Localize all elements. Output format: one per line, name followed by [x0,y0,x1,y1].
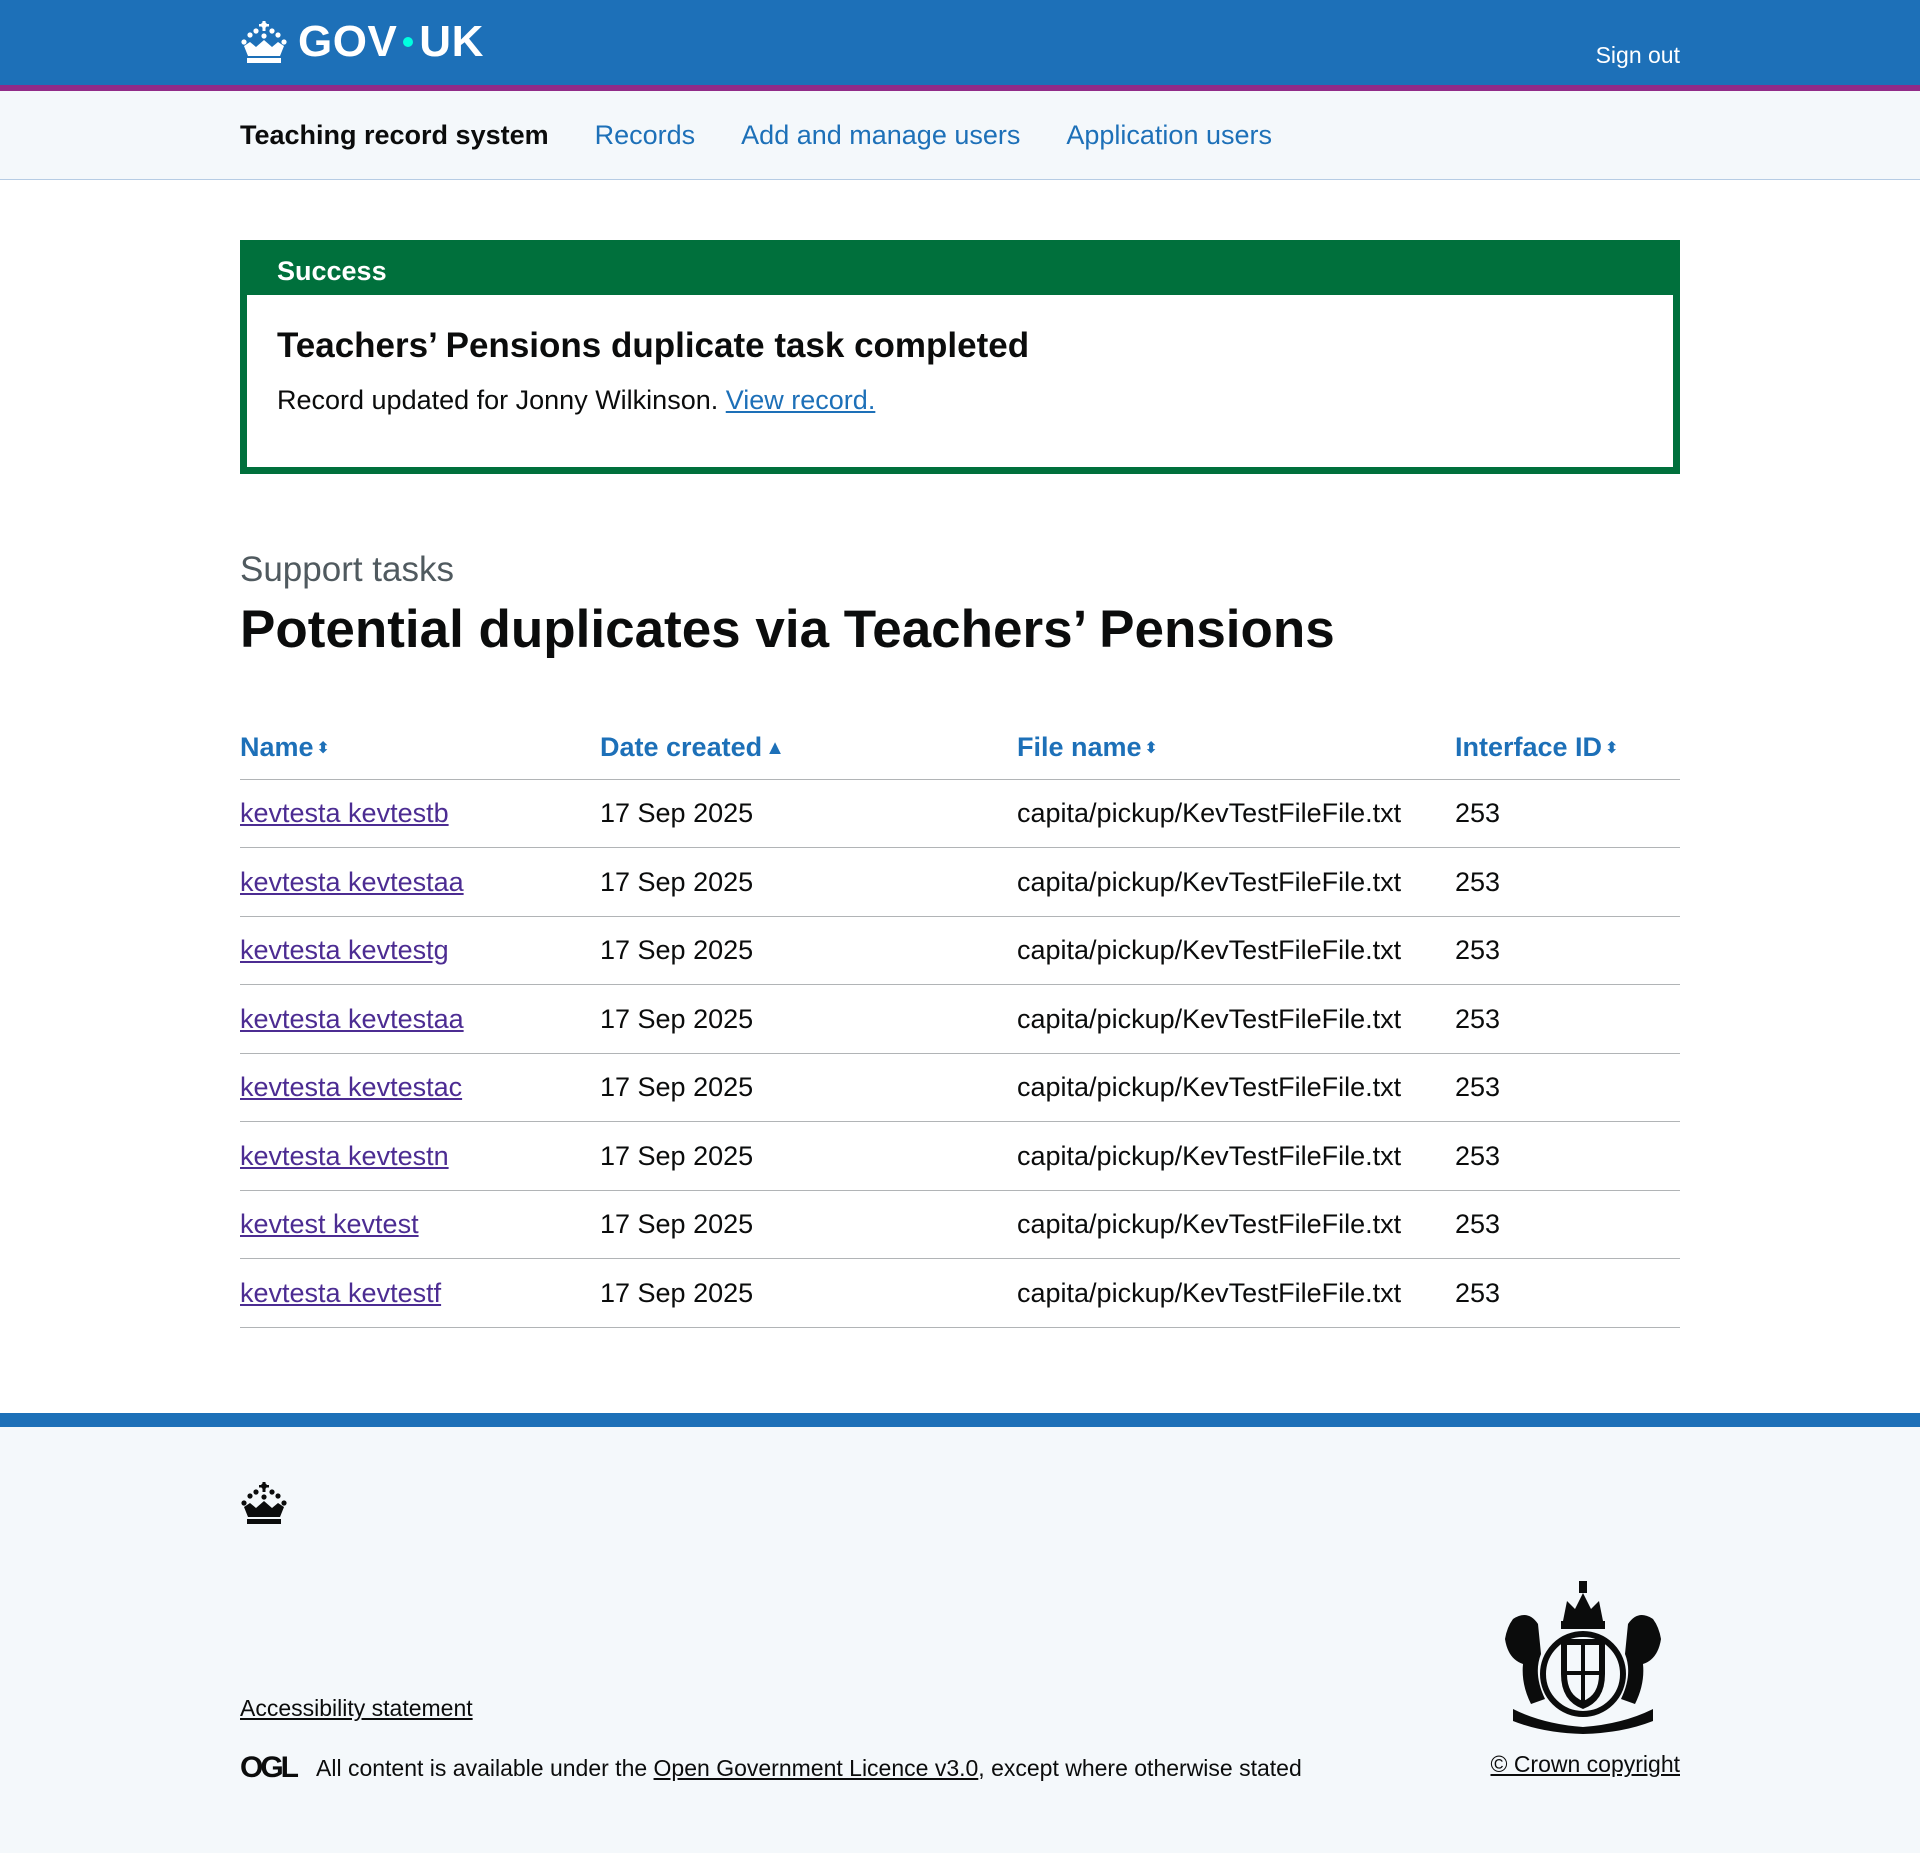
page-title: Potential duplicates via Teachers’ Pensions [240,600,1335,659]
interface-id-cell: 253 [1455,985,1680,1054]
crown-icon [240,20,288,64]
sort-by-date-created-button[interactable] [600,732,785,762]
interface-id-cell: 253 [1455,848,1680,917]
date-created-cell: 17 Sep 2025 [600,916,1017,985]
licence-info [240,1751,1302,1785]
sort-by-name-button[interactable] [240,732,330,762]
header-label: Interface ID [1455,731,1603,762]
sort-icon: ⬍ [1605,739,1619,757]
crown-copyright-link[interactable]: © Crown copyright [1490,1751,1680,1777]
ogl-logo: OGL [240,1751,296,1784]
table-row [240,779,1680,848]
sort-by-interface-id-button[interactable] [1455,732,1618,762]
banner-title: Success [277,256,387,286]
column-header-interface-id [1455,715,1680,779]
nav-link-application-users[interactable]: Application users [1066,119,1272,150]
date-created-cell: 17 Sep 2025 [600,1053,1017,1122]
task-name-link[interactable]: kevtesta kevtestf [240,1277,442,1308]
table-row [240,1190,1680,1259]
open-government-licence-link[interactable]: Open Government Licence v3.0 [653,1754,979,1781]
nav-link-add-manage-users[interactable]: Add and manage users [741,119,1021,150]
task-name-link[interactable]: kevtesta kevtestac [240,1072,463,1103]
date-created-cell: 17 Sep 2025 [600,1259,1017,1328]
view-record-link[interactable]: View record. [725,385,876,415]
logo-text-uk: UK [419,17,484,66]
table-row [240,1122,1680,1191]
file-name-cell: capita/pickup/KevTestFileFile.txt [1017,779,1455,848]
logo-text-gov: GOV [298,17,398,66]
sort-ascending-icon: ▲ [765,736,785,759]
task-name-link[interactable]: kevtesta kevtestg [240,935,449,966]
header-label: Date created [600,731,763,762]
file-name-cell: capita/pickup/KevTestFileFile.txt [1017,1053,1455,1122]
main-content [240,240,1680,1328]
success-notification-banner [240,240,1680,474]
file-name-cell: capita/pickup/KevTestFileFile.txt [1017,1122,1455,1191]
banner-message: Record updated for Jonny Wilkinson. [277,385,719,415]
interface-id-cell: 253 [1455,1122,1680,1191]
interface-id-cell: 253 [1455,1053,1680,1122]
footer-crown-icon [240,1481,288,1525]
file-name-cell: capita/pickup/KevTestFileFile.txt [1017,1259,1455,1328]
interface-id-cell: 253 [1455,1259,1680,1328]
date-created-cell: 17 Sep 2025 [600,848,1017,917]
royal-coat-of-arms-icon [1493,1579,1673,1734]
sort-icon: ⬍ [316,739,330,757]
task-name-link[interactable]: kevtesta kevtestaa [240,866,464,897]
header-label: File name [1017,731,1142,762]
nav-link-records[interactable]: Records [594,119,696,150]
govuk-header [0,0,1920,91]
date-created-cell: 17 Sep 2025 [600,1190,1017,1259]
header-label: Name [240,731,314,762]
task-name-link[interactable]: kevtest kevtest [240,1209,419,1240]
table-row [240,916,1680,985]
govuk-footer [0,1413,1920,1853]
service-name: Teaching record system [240,119,549,150]
table-row [240,848,1680,917]
file-name-cell: capita/pickup/KevTestFileFile.txt [1017,985,1455,1054]
file-name-cell: capita/pickup/KevTestFileFile.txt [1017,848,1455,917]
govuk-logo[interactable] [240,17,484,66]
file-name-cell: capita/pickup/KevTestFileFile.txt [1017,1190,1455,1259]
column-header-file-name [1017,715,1455,779]
service-navigation [0,91,1920,180]
column-header-name [240,715,600,779]
banner-body [247,295,1673,467]
date-created-cell: 17 Sep 2025 [600,985,1017,1054]
table-row [240,1259,1680,1328]
sign-out-link[interactable]: Sign out [1595,42,1680,68]
date-created-cell: 17 Sep 2025 [600,1122,1017,1191]
licence-suffix: , except where otherwise stated [978,1754,1302,1781]
sort-by-file-name-button[interactable] [1017,732,1158,762]
task-name-link[interactable]: kevtesta kevtestn [240,1140,449,1171]
column-header-date-created [600,715,1017,779]
table-row [240,1053,1680,1122]
page-caption: Support tasks [240,550,454,589]
file-name-cell: capita/pickup/KevTestFileFile.txt [1017,916,1455,985]
task-name-link[interactable]: kevtesta kevtestb [240,798,449,829]
banner-heading: Teachers’ Pensions duplicate task completed [277,326,1030,365]
support-tasks-table [240,715,1680,1328]
task-name-link[interactable]: kevtesta kevtestaa [240,1003,464,1034]
accessibility-statement-link[interactable]: Accessibility statement [240,1695,473,1721]
licence-prefix: All content is available under the [316,1754,648,1781]
table-header-row [240,715,1680,779]
logo-dot [403,37,413,47]
date-created-cell: 17 Sep 2025 [600,779,1017,848]
table-row [240,985,1680,1054]
banner-text [277,385,1643,416]
govuk-wordmark [298,17,484,66]
interface-id-cell: 253 [1455,779,1680,848]
interface-id-cell: 253 [1455,1190,1680,1259]
interface-id-cell: 253 [1455,916,1680,985]
sort-icon: ⬍ [1144,739,1158,757]
